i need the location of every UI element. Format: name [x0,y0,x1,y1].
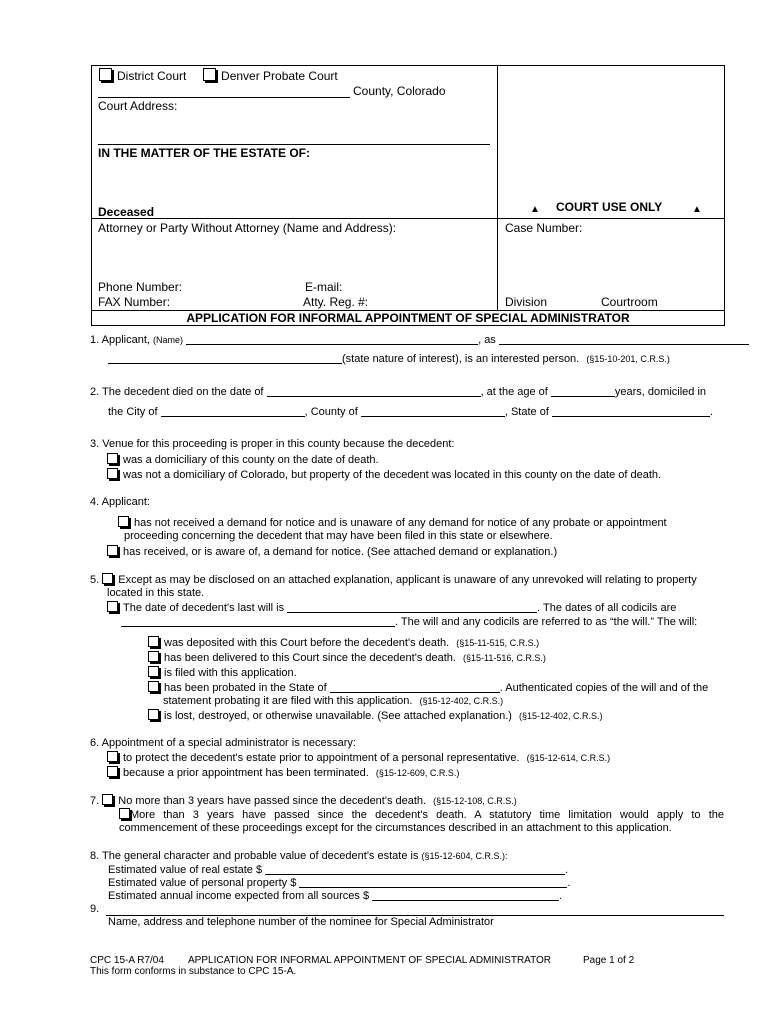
caption-divider-vertical [497,65,498,311]
death-date-blank[interactable] [267,385,481,397]
age-blank[interactable] [551,385,615,397]
item-2-line-1: 2. The decedent died on the date of , at the age of years, domiciled in [90,386,706,398]
footer-conforms: This form conforms in substance to CPC 15-A. [90,966,297,977]
will-deposited-checkbox[interactable] [148,636,159,647]
venue-property-checkbox[interactable] [107,468,118,479]
no-demand-checkbox[interactable] [118,516,129,527]
item-5-line-2: located in this state. [107,587,205,599]
fax-label: FAX Number: [98,295,171,309]
interest-blank[interactable] [108,352,342,364]
arrow-up-icon: ▲ [530,204,540,215]
city-blank[interactable] [161,405,305,417]
footer-title: APPLICATION FOR INFORMAL APPOINTMENT OF SPECIAL ADMINISTRATOR [188,955,552,966]
denver-probate-court-label: Denver Probate Court [221,69,338,83]
will-option-1: was deposited with this Court before the decedent's death. (§15-11-515, C.R.S.) [148,636,539,649]
court-address-label: Court Address: [98,99,178,113]
deceased-label: Deceased [98,205,155,219]
item-5-line-3: The date of decedent's last will is . The dates of all codicils are [107,601,676,614]
caption-divider-row1 [91,218,725,219]
venue-domiciliary-checkbox[interactable] [107,453,118,464]
estate-of-heading: IN THE MATTER OF THE ESTATE OF: [98,146,310,160]
arrow-up-icon: ▲ [692,204,702,215]
applicant-role-blank[interactable] [499,333,749,345]
item-8-heading: 8. The general character and probable value of decedent's estate is (§15-12-604, C.R.S.): [90,850,508,862]
footer-page: Page 1 of 2 [583,955,635,966]
will-option-2: has been delivered to this Court since the decedent's death. (§15-11-516, C.R.S.) [148,651,546,664]
item-4-option-2: has received, or is aware of, a demand for notice. (See attached demand or explanation.) [107,545,557,558]
within-3-years-checkbox[interactable] [102,794,113,805]
will-option-3: is filed with this application. [148,666,297,679]
probate-state-blank[interactable] [330,681,500,693]
item-7-option-1: 7. No more than 3 years have passed since the decedent's death. (§15-12-108, C.R.S.) [90,795,517,807]
item-1-line-2: (state nature of interest), is an interested person. (§15-10-201, C.R.S.) [108,352,670,365]
item-7-option-2-line-1: More than 3 years have passed since the decedent's death. A statutory time limitation would apply to the [119,808,724,821]
item-5-line-1: 5. Except as may be disclosed on an attached explanation, applicant is unaware of any unrevoked will relating to property [90,574,697,586]
nominee-label: Name, address and telephone number of the nominee for Special Administrator [108,916,494,928]
division-label: Division [505,295,548,309]
footer-form-id: CPC 15-A R7/04 [90,955,164,966]
item-2-line-2: the City of , County of , State of . [108,406,714,418]
court-type-row [99,68,338,83]
will-filed-checkbox[interactable] [148,666,159,677]
will-delivered-checkbox[interactable] [148,651,159,662]
district-court-label: District Court [117,69,187,83]
personal-property-value-blank[interactable] [299,876,567,888]
personal-property-row: Estimated value of personal property $ . [108,877,571,889]
county-blank-2[interactable] [361,405,505,417]
courtroom-label: Courtroom [601,295,658,309]
real-estate-value-blank[interactable] [265,863,565,875]
item-3-option-1: was a domiciliary of this county on the date of death. [107,453,379,466]
item-6-option-1: to protect the decedent's estate prior to appointment of a personal representative. (§15-12-614, C.R.S.) [107,751,610,764]
county-blank[interactable] [98,97,350,98]
item-4-heading: 4. Applicant: [90,496,150,508]
attorney-label: Attorney or Party Without Attorney (Name and Address): [98,221,397,235]
case-number-label: Case Number: [505,221,583,235]
protect-estate-checkbox[interactable] [107,751,118,762]
will-date-blank[interactable] [287,601,537,613]
over-3-years-checkbox[interactable] [119,808,130,819]
no-will-checkbox[interactable] [102,573,113,584]
item-1-line-1: 1. Applicant, (Name) , as [90,333,749,346]
real-estate-row: Estimated value of real estate $ . [108,864,569,876]
item-6-heading: 6. Appointment of a special administrator is necessary: [90,737,356,749]
item-9-number: 9. [90,903,100,915]
atty-reg-label: Atty. Reg. #: [303,295,369,309]
court-address-blank[interactable] [98,144,490,145]
email-label: E-mail: [305,280,343,294]
will-probated-checkbox[interactable] [148,681,159,692]
denver-probate-court-checkbox[interactable] [203,68,216,81]
will-lost-checkbox[interactable] [148,709,159,720]
item-6-option-2: because a prior appointment has been terminated. (§15-12-609, C.R.S.) [107,766,459,779]
prior-terminated-checkbox[interactable] [107,766,118,777]
item-4-option-1-line-2: proceeding concerning the decedent that may have been filed in this state or elsewhere. [124,530,553,542]
court-use-only-label: COURT USE ONLY [556,200,663,214]
item-4-option-1-line-1: has not received a demand for notice and is unaware of any demand for notice of any probate or appointment [118,516,667,529]
item-3-heading: 3. Venue for this proceeding is proper in this county because the decedent: [90,438,455,450]
item-7-option-2-line-2: commencement of these proceedings except for the circumstances described in an attachment to this application. [119,822,672,834]
will-option-5: is lost, destroyed, or otherwise unavailable. (See attached explanation.) (§15-12-402, C.R.S.) [148,709,603,722]
will-option-4-line-2: statement probating it are filed with this application. (§15-12-402, C.R.S.) [163,695,504,707]
county-colorado-label: County, Colorado [353,84,446,98]
caption-box [91,65,725,326]
last-will-checkbox[interactable] [107,601,118,612]
form-title: APPLICATION FOR INFORMAL APPOINTMENT OF SPECIAL ADMINISTRATOR [186,311,630,325]
demand-received-checkbox[interactable] [107,545,118,556]
applicant-name-blank[interactable] [186,333,478,345]
item-3-option-2: was not a domiciliary of Colorado, but property of the decedent was located in this county on the date of death. [107,468,661,481]
phone-label: Phone Number: [98,280,183,294]
will-option-4: has been probated in the State of . Authenticated copies of the will and of the [148,681,708,694]
annual-income-value-blank[interactable] [372,889,559,901]
state-blank[interactable] [552,405,710,417]
district-court-checkbox[interactable] [99,68,112,81]
annual-income-row: Estimated annual income expected from all sources $ . [108,890,563,902]
codicil-dates-blank[interactable] [121,615,395,627]
item-5-line-4: . The will and any codicils are referred to as “the will.” The will: [121,615,697,628]
